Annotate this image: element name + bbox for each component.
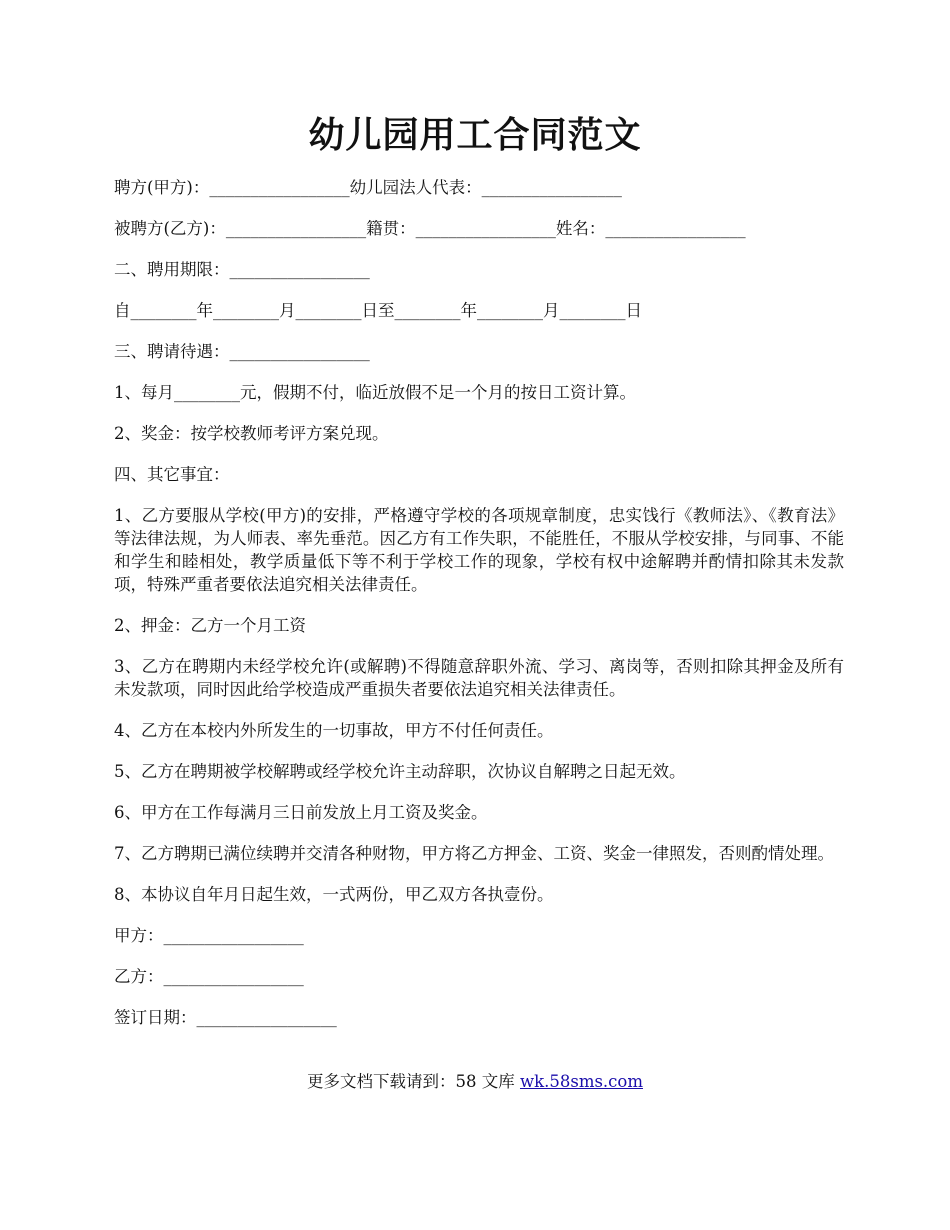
compensation-heading: 三、聘请待遇：_________________ [114, 342, 370, 361]
signing-date: 签订日期：_________________ [114, 1008, 337, 1027]
footer-text: 更多文档下载请到：58 文库 [306, 1072, 520, 1091]
other-item-1: 1、乙方要服从学校(甲方)的安排，严格遵守学校的各项规章制度，忠实饯行《教师法》、《教育法》等法律法规，为人师表、率先垂范。因乙方有工作失职，不能胜任，不服从学校安排，与同事、不能和学生和睦相处，教学质量低下等不利于学校工作的现象，学校有权中途解聘并酌情扣除其未发款项，特殊严重者要依法追究相关法律责任。 [114, 506, 844, 594]
party-b-line: 被聘方(乙方)：_________________籍贯：_________________姓名：_________________ [114, 219, 746, 238]
other-item-7: 7、乙方聘期已满位续聘并交清各种财物，甲方将乙方押金、工资、奖金一律照发，否则酌情处理。 [114, 844, 834, 863]
other-item-6: 6、甲方在工作每满月三日前发放上月工资及奖金。 [114, 803, 488, 822]
compensation-item-2: 2、奖金：按学校教师考评方案兑现。 [114, 424, 389, 443]
other-item-8: 8、本协议自年月日起生效，一式两份，甲乙双方各执壹份。 [114, 885, 554, 904]
party-a-line: 聘方(甲方)：_________________幼儿园法人代表：_________________ [114, 178, 622, 197]
compensation-item-1: 1、每月________元，假期不付，临近放假不足一个月的按日工资计算。 [114, 383, 636, 402]
download-footer [0, 1070, 950, 1093]
employment-date-range: 自________年________月________日至________年________月________日 [114, 301, 642, 320]
other-item-4: 4、乙方在本校内外所发生的一切事故，甲方不付任何责任。 [114, 721, 554, 740]
document-title: 幼儿园用工合同范文 [308, 114, 642, 156]
other-item-2: 2、押金：乙方一个月工资 [114, 616, 306, 635]
other-matters-heading: 四、其它事宜： [114, 465, 230, 484]
document-body [114, 176, 844, 1047]
signature-party-b: 乙方：_________________ [114, 967, 304, 986]
other-item-5: 5、乙方在聘期被学校解聘或经学校允许主动辞职，次协议自解聘之日起无效。 [114, 762, 686, 781]
employment-term-heading: 二、聘用期限：_________________ [114, 260, 370, 279]
footer-link[interactable]: wk.58sms.com [519, 1072, 643, 1091]
signature-party-a: 甲方：_________________ [114, 926, 304, 945]
other-item-3: 3、乙方在聘期内未经学校允许(或解聘)不得随意辞职外流、学习、离岗等，否则扣除其押金及所有未发款项，同时因此给学校造成严重损失者要依法追究相关法律责任。 [114, 657, 844, 699]
